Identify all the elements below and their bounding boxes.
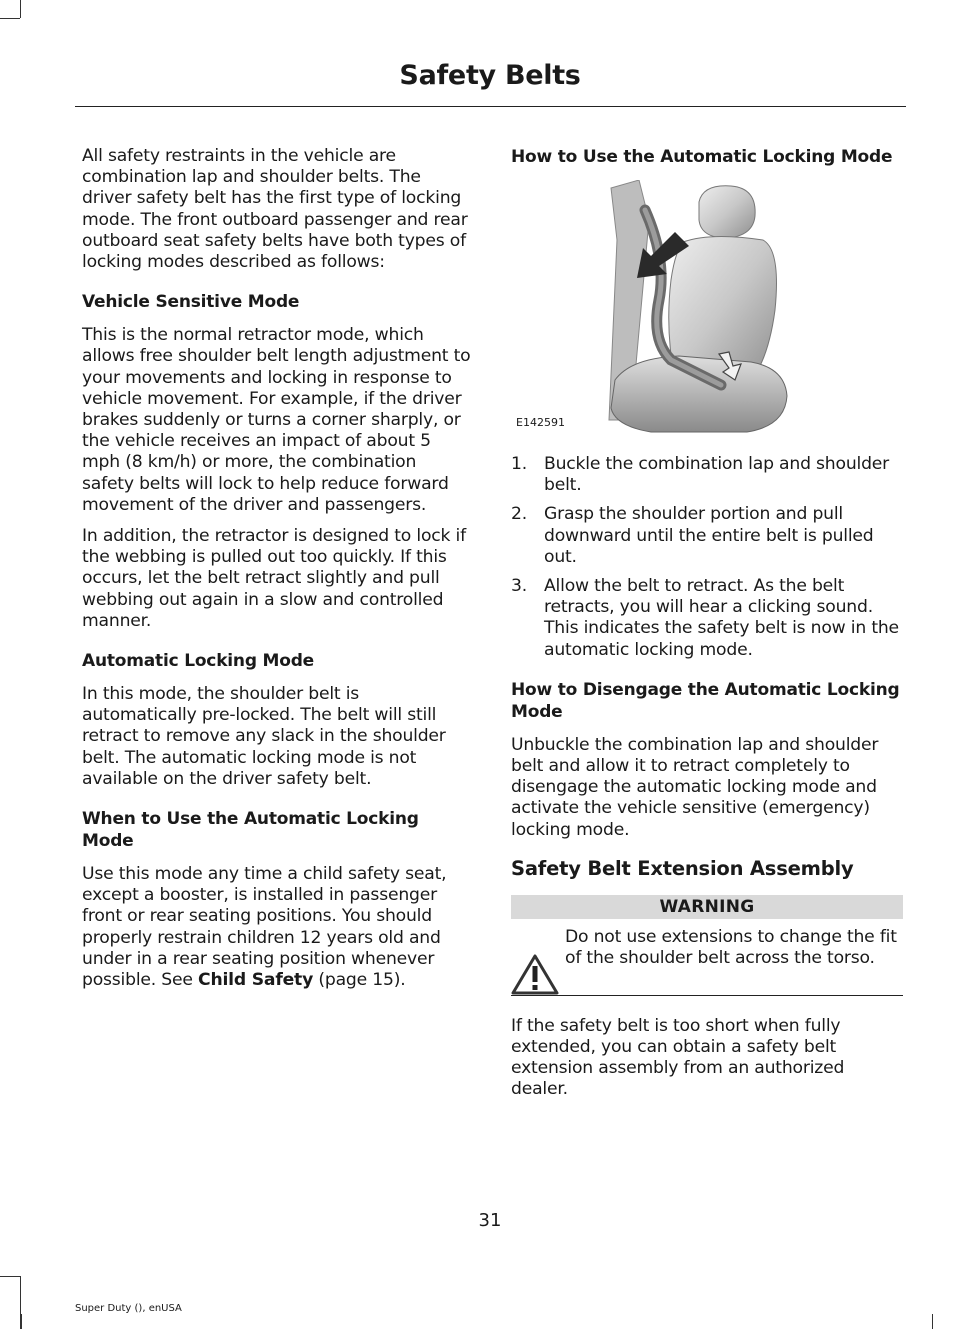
figure-label: E142591 [516, 416, 565, 429]
when-to-use-paragraph [82, 864, 472, 991]
left-column [82, 146, 472, 1001]
extension-assembly-heading: Safety Belt Extension Assembly [511, 856, 854, 880]
list-item [511, 454, 903, 496]
child-safety-link[interactable]: Child Safety [198, 970, 314, 991]
vehicle-sensitive-mode-paragraph: This is the normal retractor mode, which allows free shoulder belt length adjustment to your movements and locking in response to vehicle movement. For example, if the driver brakes suddenly or turns a corner sharply, or the vehicle receives an impact of about 5 mph (8 km/h) or more, the combination safety belts will lock to help reduce forward movement of the driver and passengers. [82, 325, 471, 515]
step-text: Grasp the shoulder portion and pull downward until the entire belt is pulled out. [544, 504, 874, 567]
list-item [511, 504, 903, 568]
crop-mark [0, 18, 20, 19]
automatic-locking-mode-paragraph: In this mode, the shoulder belt is automatically pre-locked. The belt will still retract to remove any slack in the shoulder belt. The automatic locking mode is not available on the driver safety belt. [82, 684, 446, 789]
page-title: Safety Belts [399, 60, 581, 91]
step-number: 3. [511, 576, 527, 597]
extension-paragraph: If the safety belt is too short when fully extended, you can obtain a safety belt extension assembly from an authorized dealer. [511, 1015, 845, 1100]
disengage-paragraph: Unbuckle the combination lap and shoulder belt and allow it to retract completely to disengage the automatic locking mode and activate the vehicle sensitive (emergency) locking mode. [511, 734, 879, 840]
vehicle-sensitive-mode-heading: Vehicle Sensitive Mode [82, 292, 300, 313]
crop-mark [0, 1276, 20, 1277]
page-number: 31 [478, 1210, 502, 1231]
warning-icon [511, 953, 559, 995]
step-number: 1. [511, 454, 527, 474]
seat-cushion [611, 356, 787, 432]
automatic-locking-mode-heading: Automatic Locking Mode [82, 651, 315, 672]
page-reference: (page 15). [313, 970, 406, 991]
warning-box [511, 919, 903, 996]
when-to-use-heading: When to Use the Automatic Locking Mode [82, 809, 419, 852]
crop-mark [932, 1314, 933, 1329]
seat-illustration [571, 180, 811, 438]
seat-belt-figure [511, 180, 903, 442]
disengage-heading: How to Disengage the Automatic Locking Mode [511, 679, 900, 722]
when-to-use-text: Use this mode any time a child safety seat, except a booster, is installed in passenger front or rear seating positions. You should properly restrain children 12 years old and under in a rear seating position whenever possible. See [82, 864, 447, 991]
retractor-paragraph: In addition, the retractor is designed to lock if the webbing is pulled out too quickly. If this occurs, let the belt retract slightly and pull webbing out again in a slow and controlled manner. [82, 526, 466, 631]
crop-mark [21, 1314, 22, 1329]
crop-mark [20, 0, 21, 18]
title-rule [75, 106, 906, 107]
steps-list [511, 454, 903, 661]
warning-banner: WARNING [511, 895, 903, 919]
step-text: Buckle the combination lap and shoulder belt. [544, 454, 890, 496]
list-item [511, 576, 903, 661]
headrest [699, 186, 755, 238]
warning-text: Do not use extensions to change the fit of the shoulder belt across the torso. [565, 926, 897, 969]
step-text: Allow the belt to retract. As the belt retracts, you will hear a clicking sound. This indicates the safety belt is now in the automatic locking mode. [544, 576, 899, 660]
footer-text: Super Duty (), enUSA [75, 1303, 182, 1314]
intro-paragraph: All safety restraints in the vehicle are combination lap and shoulder belts. The driver safety belt has the first type of locking mode. The front outboard passenger and rear outboard seat safety belts have both types of locking modes described as follows: [82, 146, 468, 273]
how-to-use-heading: How to Use the Automatic Locking Mode [511, 147, 893, 167]
right-column [511, 146, 903, 1111]
step-number: 2. [511, 504, 527, 525]
